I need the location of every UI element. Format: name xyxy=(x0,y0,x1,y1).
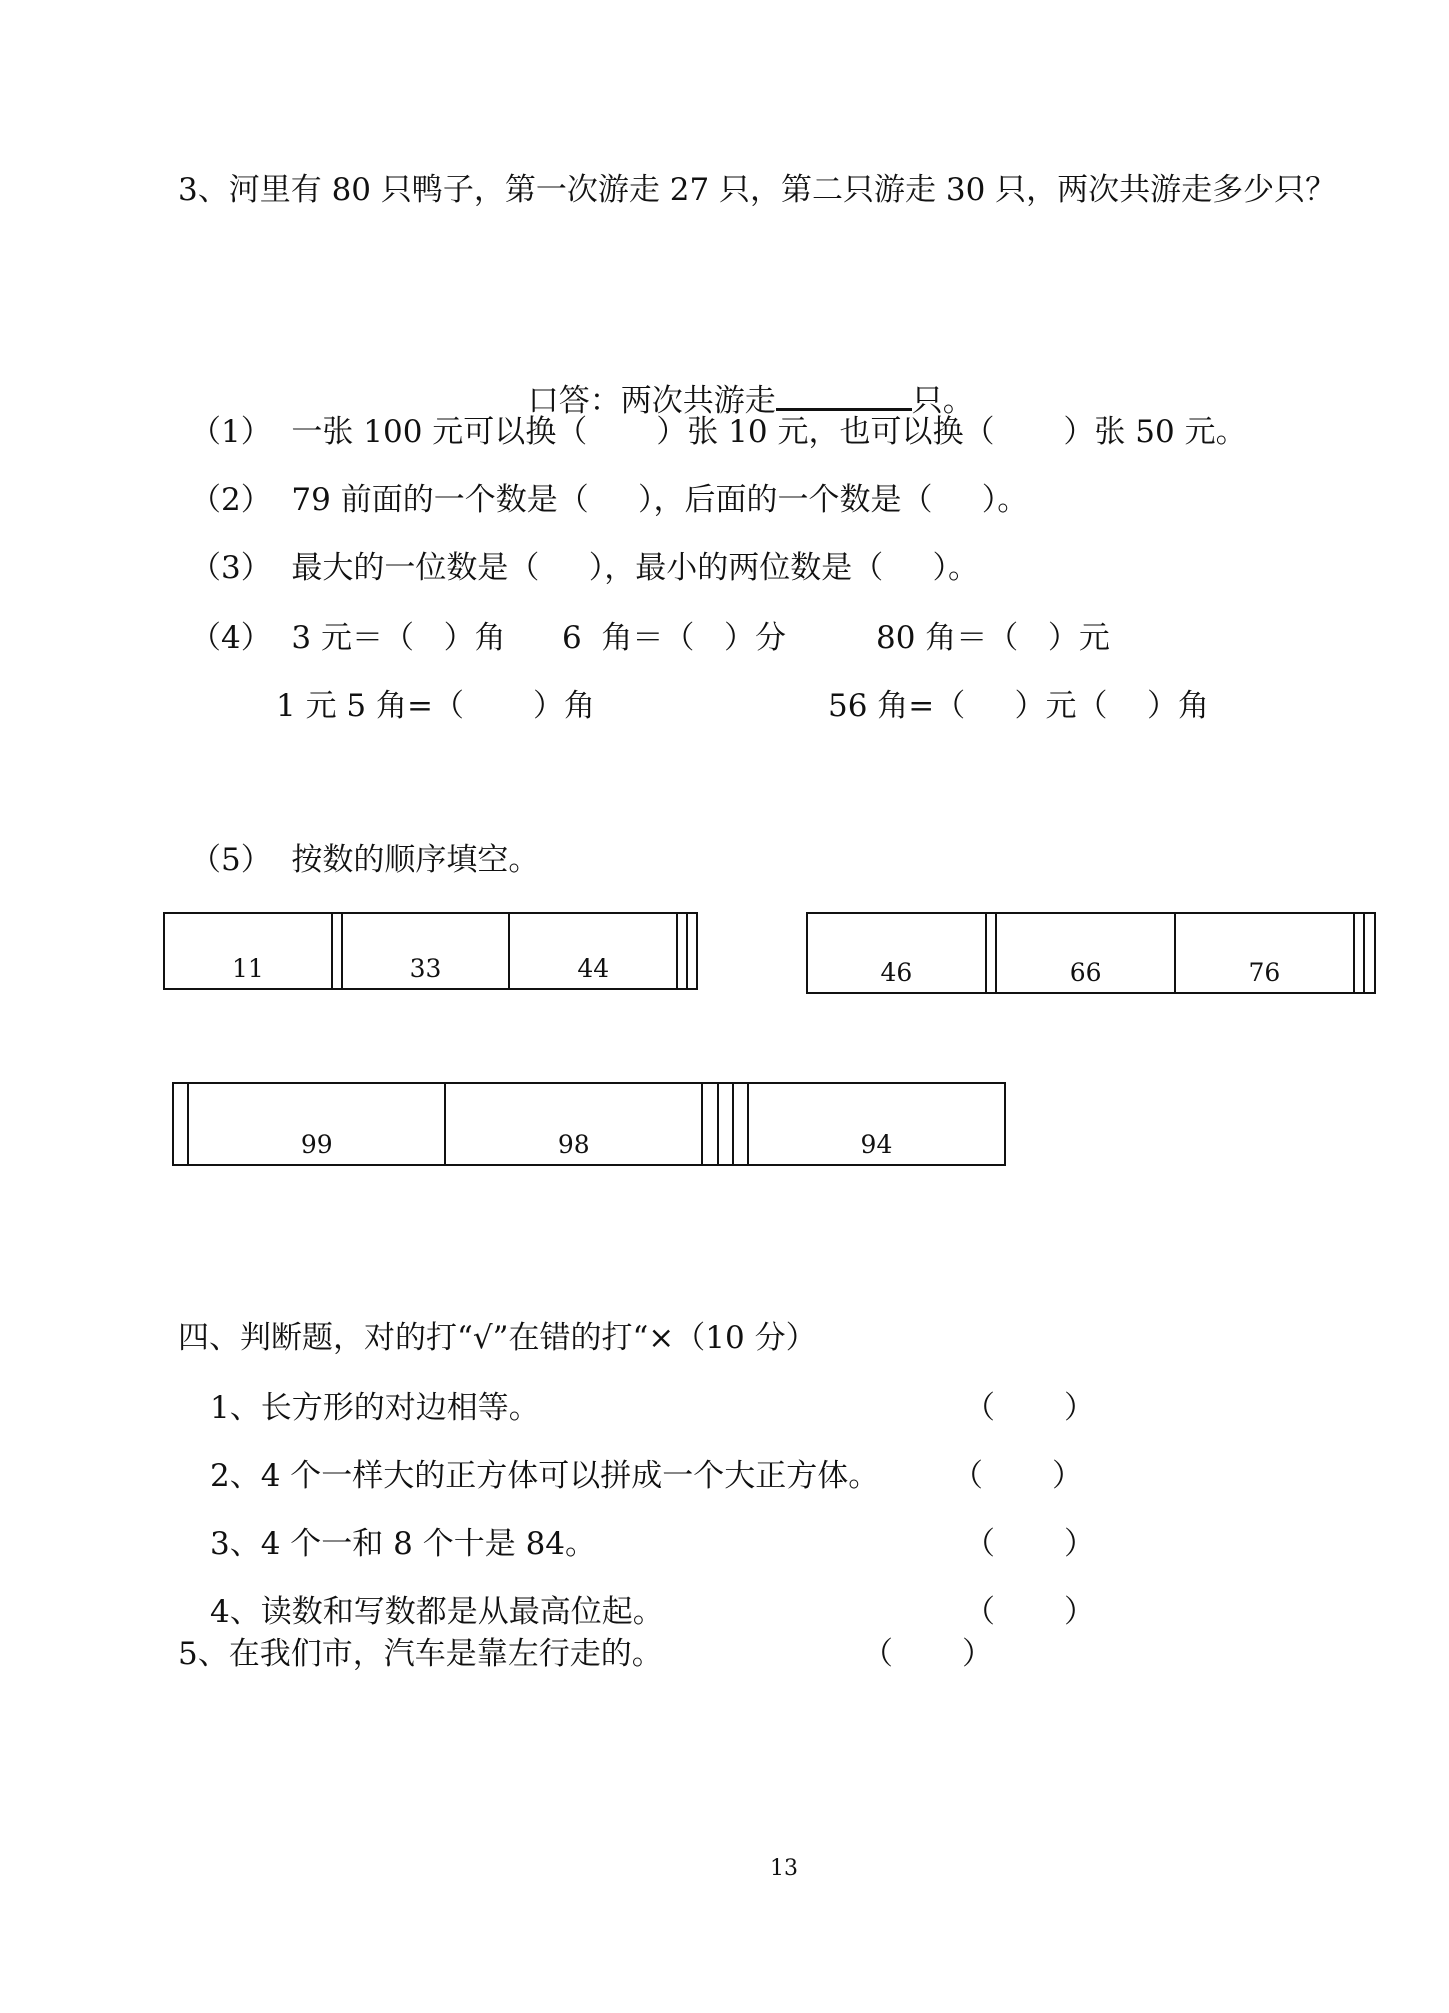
fill-question-4-yuan-jiao: （4） 3 元＝（ ）角 xyxy=(190,620,506,656)
problem-3-answer xyxy=(508,340,974,421)
fill-question-2: （2） 79 前面的一个数是（ ），后面的一个数是（ ）。 xyxy=(190,482,1029,518)
grid-cell[interactable]: 98 xyxy=(445,1083,702,1165)
judge-item-5-mark[interactable]: （ ） xyxy=(862,1636,993,1672)
sequence-grid-1 xyxy=(163,912,698,990)
grid-cell[interactable] xyxy=(687,913,697,989)
page-number: 13 xyxy=(770,1856,798,1881)
grid-cell[interactable]: 11 xyxy=(164,913,332,989)
grid-cell[interactable] xyxy=(986,913,997,993)
grid-cell[interactable]: 33 xyxy=(342,913,510,989)
fill-question-4-jiao-yuan: 80 角＝（ ）元 xyxy=(876,620,1110,656)
judge-item-1-mark[interactable]: （ ） xyxy=(964,1390,1095,1426)
judge-item-2-text: 2、4 个一样大的正方体可以拼成一个大正方体。 xyxy=(210,1458,880,1494)
problem-3-question: 3、河里有 80 只鸭子，第一次游走 27 只，第二只游走 30 只，两次共游走多少只？ xyxy=(178,172,1337,208)
grid-cell[interactable]: 66 xyxy=(996,913,1175,993)
grid-cell[interactable] xyxy=(718,1083,733,1165)
grid-cell[interactable]: 46 xyxy=(807,913,986,993)
grid-cell[interactable] xyxy=(173,1083,188,1165)
fill-question-3: （3） 最大的一位数是（ ），最小的两位数是（ ）。 xyxy=(190,550,979,586)
grid-cell[interactable] xyxy=(702,1083,717,1165)
answer-blank[interactable] xyxy=(776,380,912,411)
grid-cell[interactable] xyxy=(677,913,687,989)
judge-section-title: 四、判断题，对的打“√”在错的打“×（10 分） xyxy=(178,1320,817,1356)
fill-question-4-jiao-fen: 6 角＝（ ）分 xyxy=(562,620,786,656)
grid-cell[interactable] xyxy=(733,1083,748,1165)
grid-cell[interactable]: 94 xyxy=(748,1083,1005,1165)
judge-item-1-text: 1、长方形的对边相等。 xyxy=(210,1390,540,1426)
grid-cell[interactable]: 76 xyxy=(1175,913,1354,993)
fill-question-5: （5） 按数的顺序填空。 xyxy=(190,842,540,878)
grid-cell[interactable]: 99 xyxy=(188,1083,445,1165)
answer-prefix: 口答：两次共游走 xyxy=(527,383,776,419)
judge-item-2-mark[interactable]: （ ） xyxy=(952,1458,1083,1494)
grid-cell[interactable] xyxy=(1354,913,1365,993)
judge-item-4-text: 4、读数和写数都是从最高位起。 xyxy=(210,1594,664,1630)
grid-cell[interactable]: 44 xyxy=(509,913,677,989)
judge-item-3-text: 3、4 个一和 8 个十是 84。 xyxy=(210,1526,597,1562)
fill-question-4-jiao-yuan-jiao: 56 角=（ ）元（ ）角 xyxy=(828,688,1209,724)
judge-item-4-mark[interactable]: （ ） xyxy=(964,1594,1095,1630)
grid-cell[interactable] xyxy=(332,913,342,989)
grid-cell[interactable] xyxy=(1364,913,1375,993)
judge-item-5-text: 5、在我们市，汽车是靠左行走的。 xyxy=(178,1636,663,1672)
sequence-grid-2 xyxy=(806,912,1376,994)
fill-question-4-yuan-jiao-2: 1 元 5 角=（ ）角 xyxy=(276,688,595,724)
judge-item-3-mark[interactable]: （ ） xyxy=(964,1526,1095,1562)
fill-question-1: （1） 一张 100 元可以换（ ）张 10 元，也可以换（ ）张 50 元。 xyxy=(190,414,1247,450)
answer-suffix: 只。 xyxy=(911,383,974,419)
sequence-grid-3 xyxy=(172,1082,1006,1166)
